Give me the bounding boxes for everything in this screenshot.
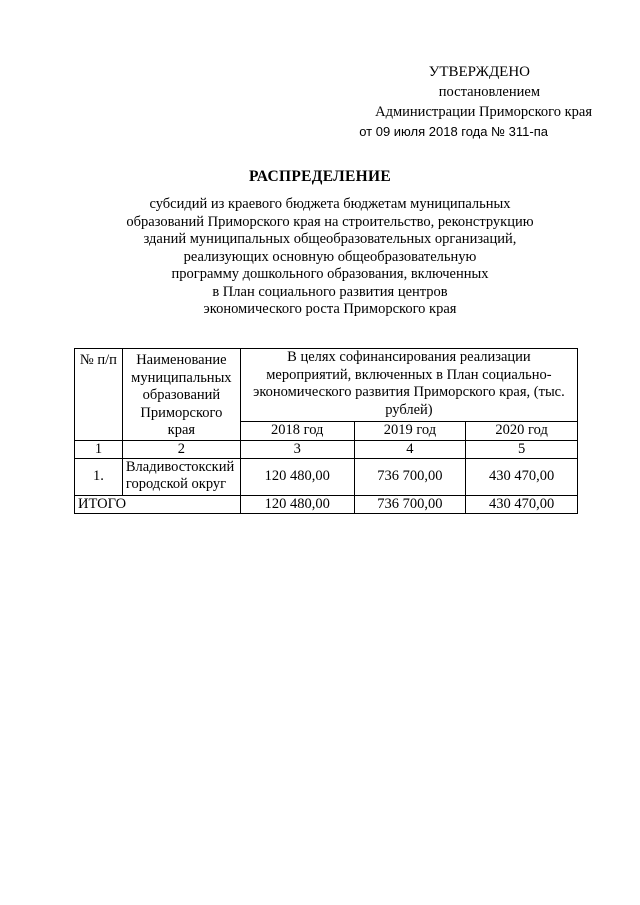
total-row	[75, 495, 578, 513]
table-row	[75, 458, 578, 495]
amount-2019: 736 700,00	[354, 458, 466, 495]
column-number: 5	[466, 440, 578, 458]
column-number: 2	[122, 440, 240, 458]
subtitle-line: образований Приморского края на строительство, реконструкцию	[126, 213, 534, 230]
document-title: РАСПРЕДЕЛЕНИЕ	[249, 168, 391, 185]
approval-authority: Администрации Приморского края	[375, 104, 592, 120]
approval-by: постановлением	[438, 84, 540, 100]
total-2018: 120 480,00	[240, 495, 354, 513]
header-num: № п/п	[75, 349, 123, 441]
municipality-name: Владивостокский городской округ	[122, 458, 240, 495]
header-purpose: В целях софинансирования реализации мероприятий, включенных в План социально-экономического развития Приморского края, (тыс. рублей)	[240, 349, 577, 422]
header-year: 2020 год	[466, 421, 578, 440]
subtitle-line: реализующих основную общеобразовательную	[183, 248, 477, 265]
column-number: 1	[75, 440, 123, 458]
subtitle-line: в План социального развития центров	[212, 283, 448, 300]
header-year: 2019 год	[354, 421, 466, 440]
approval-status: УТВЕРЖДЕНО	[428, 64, 530, 80]
total-2020: 430 470,00	[466, 495, 578, 513]
column-number: 4	[354, 440, 466, 458]
total-2019: 736 700,00	[354, 495, 466, 513]
subtitle-line: программу дошкольного образования, включенных	[171, 266, 489, 282]
table-header-row	[75, 349, 578, 422]
total-label: ИТОГО	[75, 495, 241, 513]
document-subtitle	[80, 196, 580, 319]
row-number: 1.	[75, 458, 123, 495]
header-name: Наименование муниципальных образований Приморского края	[122, 349, 240, 441]
column-number: 3	[240, 440, 354, 458]
column-number-row	[75, 440, 578, 458]
approval-block	[312, 62, 592, 142]
amount-2018: 120 480,00	[240, 458, 354, 495]
distribution-table	[74, 348, 578, 514]
subtitle-line: экономического роста Приморского края	[203, 301, 457, 317]
subtitle-line: субсидий из краевого бюджета бюджетам муниципальных	[149, 196, 511, 212]
header-year: 2018 год	[240, 421, 354, 440]
subtitle-line: зданий муниципальных общеобразовательных организаций,	[143, 231, 517, 247]
amount-2020: 430 470,00	[466, 458, 578, 495]
approval-date-number: от 09 июля 2018 года № 311-па	[359, 124, 548, 139]
